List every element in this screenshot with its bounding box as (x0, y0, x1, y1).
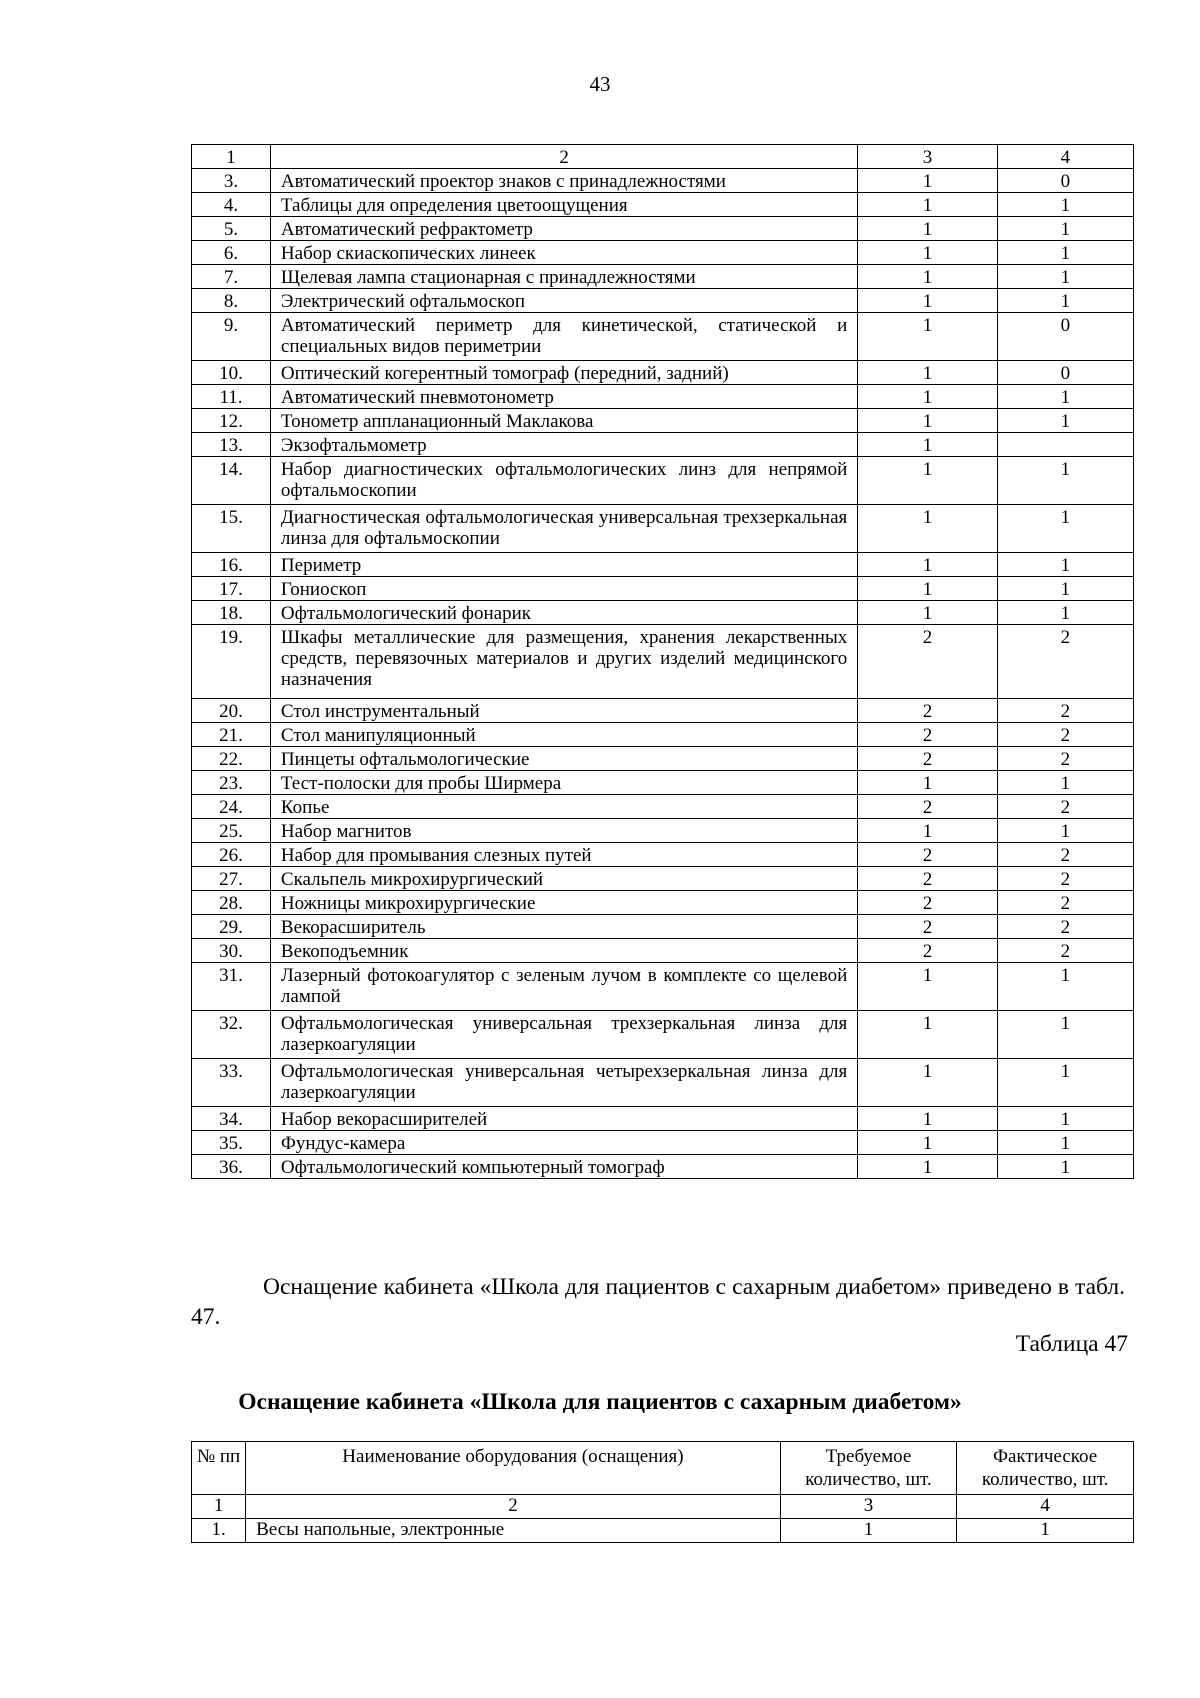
actual-quantity: 1 (997, 217, 1133, 241)
row-number: 27. (192, 867, 271, 891)
page-number: 43 (589, 72, 611, 96)
row-number: 33. (192, 1059, 271, 1107)
actual-quantity: 2 (997, 915, 1133, 939)
table-row (192, 699, 1134, 723)
actual-quantity: 1 (997, 505, 1133, 553)
actual-quantity: 1 (997, 1155, 1133, 1179)
table-row (192, 625, 1134, 699)
required-quantity: 1 (858, 457, 997, 505)
table-row (192, 1155, 1134, 1179)
equipment-name: Набор скиаскопических линеек (270, 241, 857, 265)
equipment-name: Автоматический периметр для кинетической, статической и специальных видов периметрии (270, 313, 857, 361)
equipment-name: Пинцеты офтальмологические (270, 747, 857, 771)
column-number: 3 (780, 1495, 956, 1519)
required-quantity: 1 (858, 505, 997, 553)
equipment-name: Автоматический рефрактометр (270, 217, 857, 241)
table-row (192, 1059, 1134, 1107)
required-quantity: 1 (858, 217, 997, 241)
table-row (192, 361, 1134, 385)
table-row (192, 819, 1134, 843)
row-number: 20. (192, 699, 271, 723)
actual-quantity: 1 (997, 265, 1133, 289)
equipment-name: Фундус-камера (270, 1131, 857, 1155)
column-number: 2 (270, 145, 857, 169)
column-number-row (192, 145, 1134, 169)
actual-quantity: 1 (997, 577, 1133, 601)
required-quantity: 1 (858, 313, 997, 361)
required-quantity: 2 (858, 939, 997, 963)
actual-quantity: 1 (997, 771, 1133, 795)
row-number: 36. (192, 1155, 271, 1179)
equipment-name: Офтальмологическая универсальная трехзеркальная линза для лазеркоагуляции (270, 1011, 857, 1059)
row-number: 30. (192, 939, 271, 963)
required-quantity: 1 (858, 1107, 997, 1131)
actual-quantity: 2 (997, 891, 1133, 915)
table-label: Таблица 47 (1015, 1331, 1128, 1357)
equipment-name: Автоматический пневмотонометр (270, 385, 857, 409)
equipment-table-continued (191, 144, 1134, 1179)
actual-quantity: 1 (997, 1059, 1133, 1107)
row-number: 9. (192, 313, 271, 361)
row-number: 10. (192, 361, 271, 385)
table-row (192, 723, 1134, 747)
required-quantity: 2 (858, 867, 997, 891)
row-number: 16. (192, 553, 271, 577)
row-number: 18. (192, 601, 271, 625)
equipment-name: Офтальмологический фонарик (270, 601, 857, 625)
row-number: 25. (192, 819, 271, 843)
actual-quantity: 1 (997, 553, 1133, 577)
table-row (192, 553, 1134, 577)
table-row (192, 265, 1134, 289)
equipment-name: Набор магнитов (270, 819, 857, 843)
required-quantity: 1 (858, 169, 997, 193)
actual-quantity: 1 (997, 193, 1133, 217)
required-quantity: 1 (858, 577, 997, 601)
equipment-name: Ножницы микрохирургические (270, 891, 857, 915)
column-number: 4 (997, 145, 1133, 169)
equipment-name: Набор для промывания слезных путей (270, 843, 857, 867)
actual-quantity: 2 (997, 747, 1133, 771)
actual-quantity: 2 (997, 723, 1133, 747)
equipment-name: Электрический офтальмоскоп (270, 289, 857, 313)
equipment-name: Щелевая лампа стационарная с принадлежностями (270, 265, 857, 289)
equipment-name: Набор диагностических офтальмологических линз для непрямой офтальмоскопии (270, 457, 857, 505)
required-quantity: 2 (858, 625, 997, 699)
column-number: 1 (192, 1495, 246, 1519)
equipment-name: Периметр (270, 553, 857, 577)
equipment-name: Векоподъемник (270, 939, 857, 963)
table-row (192, 409, 1134, 433)
required-quantity: 1 (858, 601, 997, 625)
required-quantity: 2 (858, 723, 997, 747)
column-number: 1 (192, 145, 271, 169)
table-row (192, 601, 1134, 625)
required-quantity: 1 (858, 265, 997, 289)
table-row (192, 505, 1134, 553)
equipment-name: Шкафы металлические для размещения, хранения лекарственных средств, перевязочных материалов и других изделий медицинского назначения (270, 625, 857, 699)
column-number-row (192, 1495, 1134, 1519)
equipment-name: Векорасширитель (270, 915, 857, 939)
table-row (192, 843, 1134, 867)
header-row (192, 1442, 1134, 1495)
row-number: 15. (192, 505, 271, 553)
row-number: 13. (192, 433, 271, 457)
equipment-name: Оптический когерентный томограф (передний, задний) (270, 361, 857, 385)
row-number: 24. (192, 795, 271, 819)
equipment-name: Копье (270, 795, 857, 819)
actual-quantity: 1 (997, 241, 1133, 265)
required-quantity: 1 (858, 385, 997, 409)
body-paragraph: Оснащение кабинета «Школа для пациентов с сахарным диабетом» приведено в табл. 47. (191, 1274, 1125, 1330)
actual-quantity: 0 (997, 361, 1133, 385)
table-row (192, 1131, 1134, 1155)
required-quantity: 1 (858, 1155, 997, 1179)
required-quantity: 1 (858, 1059, 997, 1107)
table-row (192, 1519, 1134, 1543)
table-row (192, 313, 1134, 361)
table-row (192, 891, 1134, 915)
required-quantity: 2 (858, 891, 997, 915)
table-row (192, 867, 1134, 891)
row-number: 3. (192, 169, 271, 193)
required-quantity: 1 (858, 1011, 997, 1059)
actual-quantity (997, 433, 1133, 457)
table-row (192, 747, 1134, 771)
equipment-name: Стол манипуляционный (270, 723, 857, 747)
required-quantity: 2 (858, 747, 997, 771)
required-quantity: 2 (858, 795, 997, 819)
row-number: 17. (192, 577, 271, 601)
table-row (192, 193, 1134, 217)
required-quantity: 1 (858, 409, 997, 433)
equipment-name: Автоматический проектор знаков с принадлежностями (270, 169, 857, 193)
actual-quantity: 1 (997, 963, 1133, 1011)
equipment-name: Таблицы для определения цветоощущения (270, 193, 857, 217)
actual-quantity: 1 (997, 819, 1133, 843)
actual-quantity: 2 (997, 939, 1133, 963)
header-required: Требуемое количество, шт. (780, 1442, 956, 1495)
equipment-name: Скальпель микрохирургический (270, 867, 857, 891)
table-row (192, 963, 1134, 1011)
actual-quantity: 1 (957, 1519, 1134, 1543)
row-number: 35. (192, 1131, 271, 1155)
row-number: 29. (192, 915, 271, 939)
actual-quantity: 1 (997, 457, 1133, 505)
column-number: 4 (957, 1495, 1134, 1519)
actual-quantity: 1 (997, 1011, 1133, 1059)
table-row (192, 1011, 1134, 1059)
required-quantity: 1 (858, 433, 997, 457)
actual-quantity: 1 (997, 289, 1133, 313)
table-row (192, 385, 1134, 409)
table-row (192, 771, 1134, 795)
table-row (192, 1107, 1134, 1131)
actual-quantity: 2 (997, 699, 1133, 723)
equipment-name: Офтальмологический компьютерный томограф (270, 1155, 857, 1179)
equipment-name: Офтальмологическая универсальная четырехзеркальная линза для лазеркоагуляции (270, 1059, 857, 1107)
actual-quantity: 2 (997, 843, 1133, 867)
row-number: 22. (192, 747, 271, 771)
equipment-name: Стол инструментальный (270, 699, 857, 723)
table-row (192, 457, 1134, 505)
required-quantity: 1 (858, 963, 997, 1011)
row-number: 11. (192, 385, 271, 409)
table-row (192, 795, 1134, 819)
row-number: 19. (192, 625, 271, 699)
equipment-name: Экзофтальмометр (270, 433, 857, 457)
table-row (192, 217, 1134, 241)
row-number: 7. (192, 265, 271, 289)
row-number: 8. (192, 289, 271, 313)
row-number: 32. (192, 1011, 271, 1059)
table-row (192, 289, 1134, 313)
row-number: 12. (192, 409, 271, 433)
column-number: 2 (246, 1495, 781, 1519)
row-number: 21. (192, 723, 271, 747)
equipment-name: Набор векорасширителей (270, 1107, 857, 1131)
row-number: 28. (192, 891, 271, 915)
required-quantity: 2 (858, 843, 997, 867)
equipment-name: Лазерный фотокоагулятор с зеленым лучом в комплекте со щелевой лампой (270, 963, 857, 1011)
row-number: 4. (192, 193, 271, 217)
required-quantity: 1 (858, 289, 997, 313)
actual-quantity: 1 (997, 1131, 1133, 1155)
required-quantity: 1 (858, 819, 997, 843)
actual-quantity: 1 (997, 1107, 1133, 1131)
diabetes-school-equipment-table (191, 1441, 1134, 1543)
row-number: 6. (192, 241, 271, 265)
required-quantity: 1 (858, 193, 997, 217)
table-row (192, 577, 1134, 601)
row-number: 14. (192, 457, 271, 505)
row-number: 23. (192, 771, 271, 795)
table-row (192, 433, 1134, 457)
header-number: № пп (192, 1442, 246, 1495)
actual-quantity: 2 (997, 625, 1133, 699)
actual-quantity: 1 (997, 385, 1133, 409)
actual-quantity: 2 (997, 795, 1133, 819)
row-number: 5. (192, 217, 271, 241)
row-number: 1. (192, 1519, 246, 1543)
actual-quantity: 0 (997, 313, 1133, 361)
required-quantity: 1 (858, 771, 997, 795)
required-quantity: 1 (858, 553, 997, 577)
equipment-name: Тест-полоски для пробы Ширмера (270, 771, 857, 795)
header-actual: Фактическое количество, шт. (957, 1442, 1134, 1495)
equipment-name: Весы напольные, электронные (246, 1519, 781, 1543)
row-number: 31. (192, 963, 271, 1011)
row-number: 34. (192, 1107, 271, 1131)
column-number: 3 (858, 145, 997, 169)
required-quantity: 2 (858, 699, 997, 723)
required-quantity: 1 (780, 1519, 956, 1543)
actual-quantity: 2 (997, 867, 1133, 891)
required-quantity: 1 (858, 361, 997, 385)
table-row (192, 915, 1134, 939)
header-name: Наименование оборудования (оснащения) (246, 1442, 781, 1495)
equipment-name: Гониоскоп (270, 577, 857, 601)
required-quantity: 1 (858, 241, 997, 265)
actual-quantity: 1 (997, 601, 1133, 625)
actual-quantity: 1 (997, 409, 1133, 433)
equipment-name: Тонометр аппланационный Маклакова (270, 409, 857, 433)
table-row (192, 241, 1134, 265)
table-row (192, 939, 1134, 963)
actual-quantity: 0 (997, 169, 1133, 193)
table-title: Оснащение кабинета «Школа для пациентов с сахарным диабетом» (238, 1389, 962, 1415)
required-quantity: 1 (858, 1131, 997, 1155)
table-row (192, 169, 1134, 193)
required-quantity: 2 (858, 915, 997, 939)
row-number: 26. (192, 843, 271, 867)
equipment-name: Диагностическая офтальмологическая универсальная трехзеркальная линза для офтальмоскопии (270, 505, 857, 553)
